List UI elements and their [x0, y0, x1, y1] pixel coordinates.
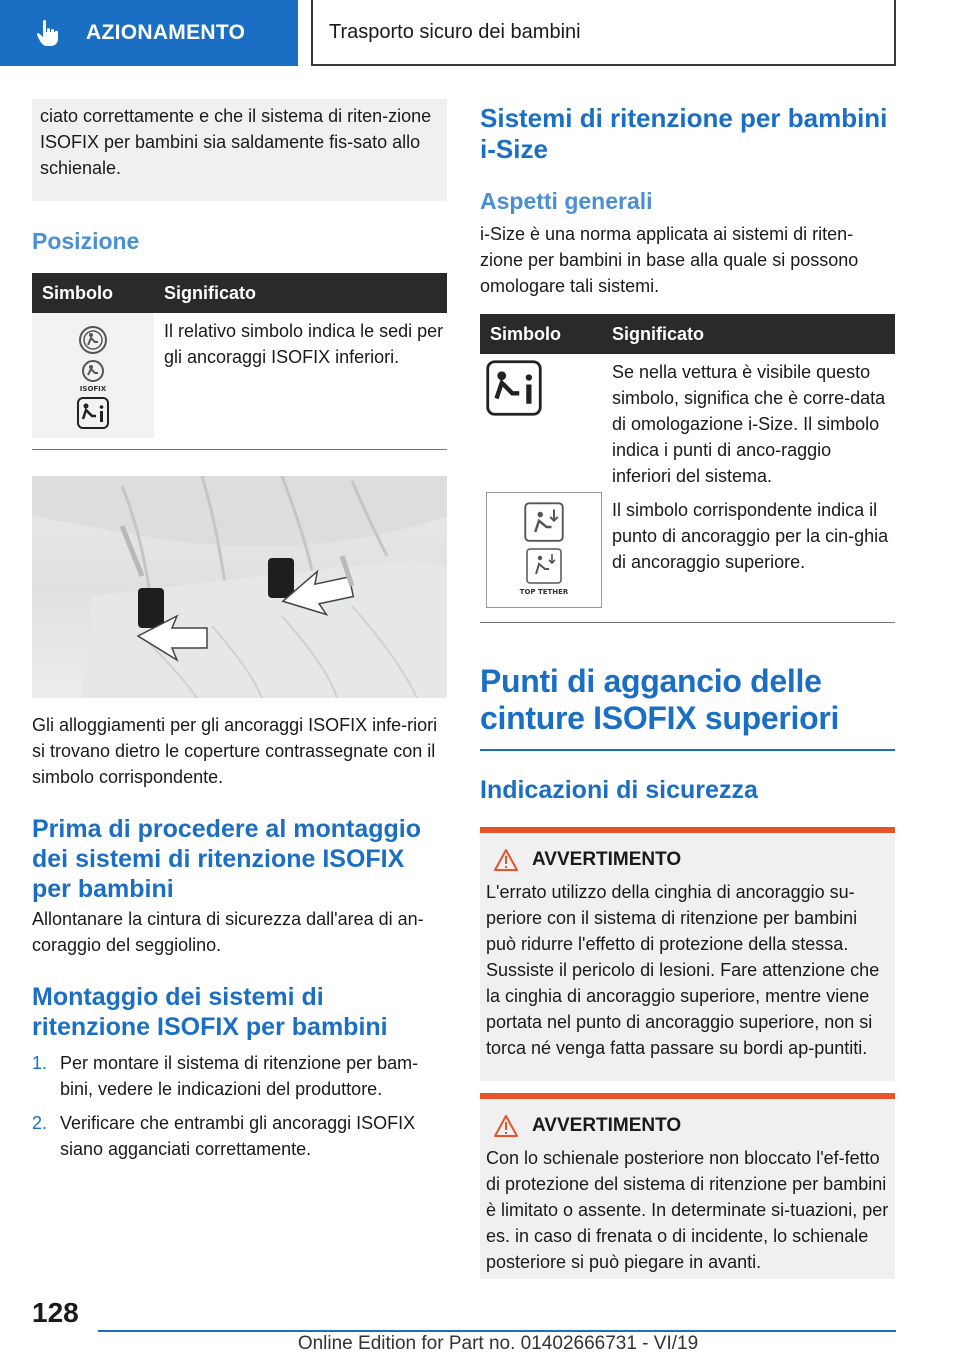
safety-heading: Indicazioni di sicurezza [480, 776, 758, 804]
warning-title: AVVERTIMENTO [532, 1115, 682, 1136]
table-header-symbol: Simbolo [480, 314, 602, 354]
intro-box [32, 99, 447, 201]
warning-triangle-icon [494, 1115, 518, 1137]
general-heading: Aspetti generali [480, 188, 653, 214]
intro-text: ciato correttamente e che il sistema di riten-zione ISOFIX per bambini sia saldamente fis-sato allo schienale. [40, 106, 432, 178]
isofix-seat-icon [78, 325, 108, 355]
isize-seat-icon [486, 360, 542, 416]
svg-text:ISOFIX: ISOFIX [79, 385, 107, 393]
warning-triangle-icon [494, 849, 518, 871]
table-row [32, 313, 447, 438]
warning-text: L'errato utilizzo della cinghia di ancoraggio su-periore con il sistema di ritenzione per bambini può ridurre l'effetto di protezione della stessa. Sussiste il pericolo di lesioni. Fare attenzione che la cinghia di ancoraggio superiore, mentre viene portata nel punto di ancoraggio superiore, non si torca né venga fatta passare su bordi ap-puntiti. [486, 882, 880, 1058]
rear-seat-illustration [32, 476, 447, 698]
heading-rule [480, 749, 895, 751]
subsection-header [311, 0, 896, 66]
footer-edition: Online Edition for Part no. 01402666731 - VI/19 [297, 1333, 699, 1354]
hand-pointer-icon [36, 19, 60, 47]
isofix-label-icon [78, 359, 108, 393]
photo-caption: Gli alloggiamenti per gli ancoraggi ISOFIX infe-riori si trovano dietro le coperture contrassegnate con il simbolo corrispondente. [32, 715, 438, 787]
right-column [480, 103, 895, 1279]
warning-title: AVVERTIMENTO [532, 849, 682, 870]
footer-rule [98, 1330, 896, 1332]
left-column [32, 99, 447, 1170]
isize-meaning: Se nella vettura è visibile questo simbolo, significa che è corre-data di omologazione i-Size. Il simbolo indica i punti di anco-raggio inferiori del sistema. [612, 362, 886, 486]
isofix-meaning: Il relativo simbolo indica le sedi per gli ancoraggi ISOFIX inferiori. [164, 321, 444, 367]
top-tether-meaning: Il simbolo corrispondente indica il punto di ancoraggio per la cin-ghia di ancoraggio superiore. [612, 500, 889, 572]
top-tether-icon [524, 502, 564, 542]
isofix-photo [32, 476, 447, 698]
top-anchor-heading: Punti di aggancio delle cinture ISOFIX superiori [480, 663, 840, 736]
general-text: i-Size è una norma applicata ai sistemi di riten-zione per bambini in base alla quale si possono omologare tali sistemi. [480, 224, 859, 296]
top-tether-label-icon [517, 548, 571, 598]
warning-box [480, 1093, 895, 1279]
mounting-heading: Montaggio dei sistemi di ritenzione ISOFIX per bambini [32, 983, 388, 1041]
list-item: 2. Verificare che entrambi gli ancoraggi ISOFIX siano agganciati correttamente. [32, 1113, 416, 1159]
table-header-symbol: Simbolo [32, 273, 154, 313]
table-row [480, 492, 895, 622]
table-header-meaning: Significato [154, 273, 447, 313]
table-row [480, 354, 895, 492]
list-item: 1. Per montare il sistema di ritenzione per bam-bini, vedere le indicazioni del produttore. [32, 1053, 419, 1099]
isize-seat-icon [77, 397, 109, 429]
isize-heading: Sistemi di ritenzione per bambini i-Size [480, 103, 888, 164]
table-divider [480, 622, 895, 623]
section-tab[interactable] [0, 0, 298, 66]
page-number: 128 [32, 1297, 79, 1328]
position-heading: Posizione [32, 228, 140, 254]
mounting-steps [32, 1050, 447, 1162]
table-divider [32, 449, 447, 450]
section-title: AZIONAMENTO [86, 21, 246, 44]
warning-text: Con lo schienale posteriore non bloccato l'ef-fetto di protezione del sistema di ritenzione per bambini è limitato o assente. In determinate si-tuazioni, per es. in caso di frenata o di incidente, lo schienale posteriore si può piegare in avanti. [486, 1148, 889, 1272]
warning-box [480, 827, 895, 1081]
before-mounting-text: Allontanare la cintura di sicurezza dall'area di an-coraggio del seggiolino. [32, 909, 424, 955]
isize-symbol-table [480, 314, 895, 622]
subsection-title: Trasporto sicuro dei bambini [329, 20, 581, 43]
svg-text:TOP TETHER: TOP TETHER [519, 588, 569, 596]
isofix-symbol-table [32, 273, 447, 438]
table-header-meaning: Significato [602, 314, 895, 354]
before-mounting-heading: Prima di procedere al montaggio dei sistemi di ritenzione ISOFIX per bambini [32, 815, 421, 903]
